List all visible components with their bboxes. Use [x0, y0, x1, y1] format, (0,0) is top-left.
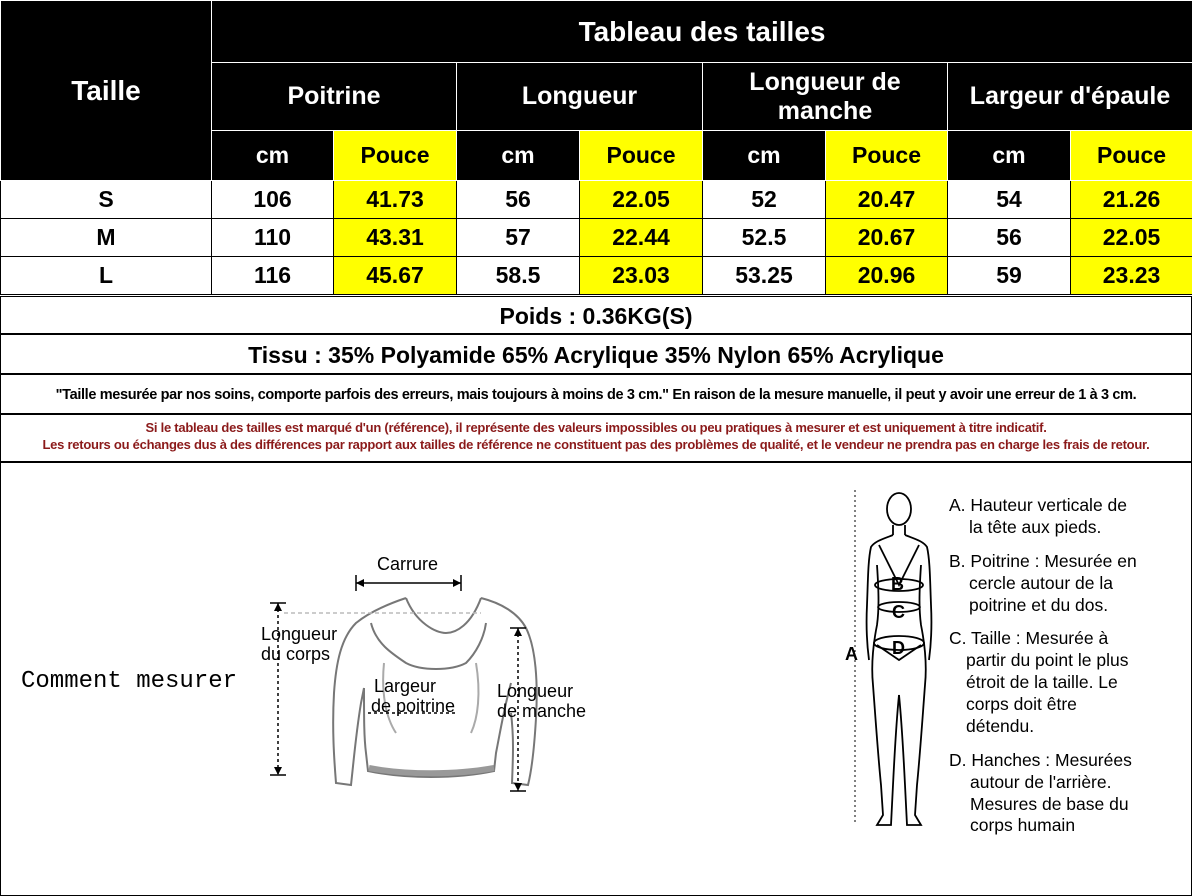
table-cell: 58.5	[457, 257, 580, 295]
table-cell: 22.44	[580, 219, 703, 257]
table-row	[1, 219, 1192, 257]
body-letter-d: D	[892, 638, 905, 658]
legend-item-line: D. Hanches : Mesurées	[949, 749, 1132, 770]
reference-warning	[0, 414, 1192, 462]
table-row	[1, 257, 1192, 295]
legend-item-text: la tête aux pieds.	[969, 516, 1102, 537]
size-cell: M	[1, 219, 212, 257]
legend-item	[949, 750, 1189, 838]
size-column-header: Taille	[1, 1, 212, 181]
unit-header-cm: cm	[703, 131, 826, 181]
chest-width-label-line-2: de poitrine	[371, 695, 456, 716]
sleeve-length-label-line-1: Longueur	[497, 681, 574, 701]
body-letter-a: A	[845, 644, 858, 664]
table-cell: 52.5	[703, 219, 826, 257]
table-cell: 106	[212, 181, 334, 219]
table-cell: 53.25	[703, 257, 826, 295]
table-cell: 23.23	[1071, 257, 1192, 295]
chest-width-label-line-1: Largeur	[374, 676, 437, 696]
size-chart-table	[0, 0, 1192, 295]
group-header-shoulder: Largeur d'épaule	[948, 63, 1192, 131]
table-cell: 45.67	[334, 257, 457, 295]
sleeve-length-label	[497, 682, 586, 722]
table-cell: 56	[457, 181, 580, 219]
table-title: Tableau des tailles	[212, 1, 1192, 63]
legend-item	[949, 551, 1189, 617]
measurement-legend	[949, 495, 1189, 849]
how-to-measure-title: Comment mesurer	[21, 668, 238, 695]
legend-item-line: B. Poitrine : Mesurée en	[949, 550, 1137, 571]
table-cell: 59	[948, 257, 1071, 295]
table-cell: 20.47	[826, 181, 948, 219]
warning-line-1: Si le tableau des tailles est marqué d'un (référence), il représente des valeurs impossibles ou peu pratiques à mesurer et est uniquement à titre indicatif.	[145, 420, 1047, 435]
unit-header-cm: cm	[948, 131, 1071, 181]
body-length-label	[261, 625, 337, 665]
legend-item-text: cercle autour de la poitrine et du dos.	[969, 572, 1113, 615]
body-letter-b: B	[891, 574, 904, 594]
group-header-chest: Poitrine	[212, 63, 457, 131]
legend-item-text: autour de l'arrière. Mesures de base du corps humain	[970, 771, 1129, 836]
table-cell: 41.73	[334, 181, 457, 219]
legend-item-line: C. Taille : Mesurée à	[949, 628, 1109, 649]
how-to-measure-section	[0, 462, 1192, 896]
table-cell: 56	[948, 219, 1071, 257]
table-cell: 43.31	[334, 219, 457, 257]
body-length-label-line-1: Longueur	[261, 624, 338, 644]
legend-item	[949, 495, 1189, 539]
size-cell: L	[1, 257, 212, 295]
legend-item	[949, 628, 1189, 737]
unit-header-inch: Pouce	[580, 131, 703, 181]
table-cell: 57	[457, 219, 580, 257]
table-cell: 22.05	[580, 181, 703, 219]
table-cell: 110	[212, 219, 334, 257]
table-cell: 22.05	[1071, 219, 1192, 257]
legend-item-text: partir du point le plus étroit de la taille. Le corps doit être détendu.	[966, 650, 1129, 736]
size-cell: S	[1, 181, 212, 219]
group-header-sleeve: Longueur de manche	[703, 63, 948, 131]
table-cell: 54	[948, 181, 1071, 219]
shoulder-label: Carrure	[377, 554, 439, 574]
body-length-label-line-2: du corps	[261, 643, 331, 664]
table-cell: 21.26	[1071, 181, 1192, 219]
table-cell: 116	[212, 257, 334, 295]
weight-line: Poids : 0.36KG(S)	[0, 296, 1192, 334]
table-cell: 20.67	[826, 219, 948, 257]
table-cell: 23.03	[580, 257, 703, 295]
unit-header-inch: Pouce	[334, 131, 457, 181]
fabric-line: Tissu : 35% Polyamide 65% Acrylique 35% Nylon 65% Acrylique	[0, 334, 1192, 374]
unit-header-cm: cm	[212, 131, 334, 181]
body-diagram	[841, 485, 941, 845]
unit-header-cm: cm	[457, 131, 580, 181]
warning-line-2: Les retours ou échanges dus à des différences par rapport aux tailles de référence ne constituent pas des problèmes de qualité, et le vendeur ne prendra pas en charge les frais de retour.	[42, 436, 1150, 452]
chest-width-label	[371, 677, 455, 717]
legend-item-line: A. Hauteur verticale de	[949, 495, 1128, 515]
measurement-note: "Taille mesurée par nos soins, comporte parfois des erreurs, mais toujours à moins de 3 cm." En raison de la mesure manuelle, il peut y avoir une erreur de 1 à 3 cm.	[0, 374, 1192, 414]
table-row	[1, 181, 1192, 219]
group-header-length: Longueur	[457, 63, 703, 131]
table-cell: 52	[703, 181, 826, 219]
unit-header-inch: Pouce	[1071, 131, 1192, 181]
body-letter-c: C	[892, 602, 905, 622]
sleeve-length-label-line-2: de manche	[497, 700, 587, 721]
unit-header-inch: Pouce	[826, 131, 948, 181]
table-cell: 20.96	[826, 257, 948, 295]
